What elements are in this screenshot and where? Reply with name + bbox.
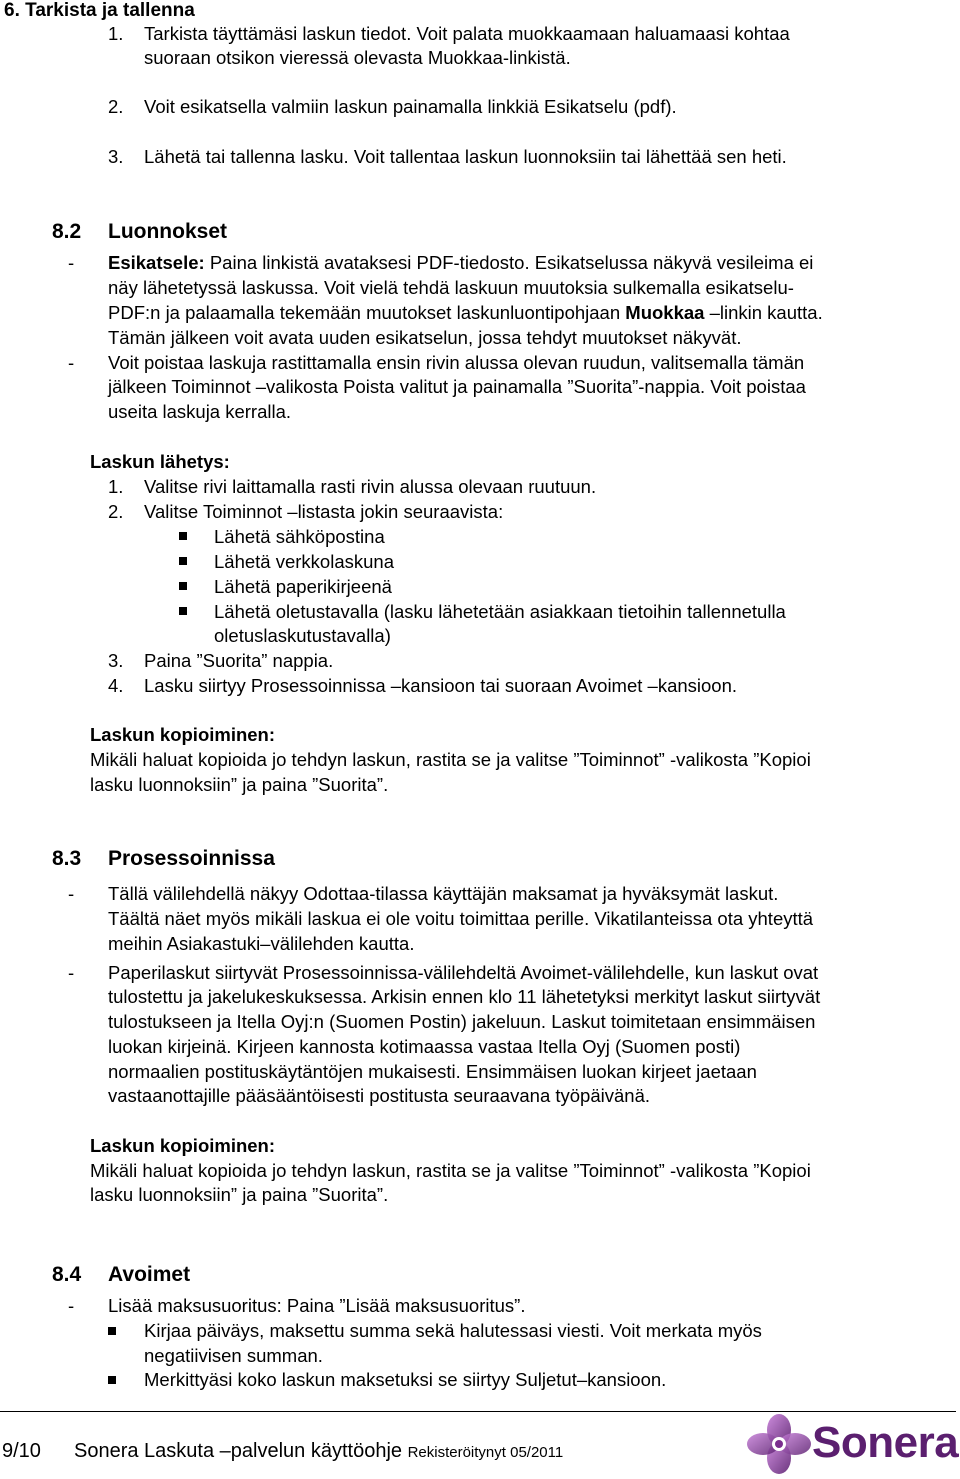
paragraph-line: Tämän jälkeen voit avata uuden esikatselun, jossa tehdyt muutokset näkyvät. — [108, 327, 742, 348]
paragraph-line — [108, 254, 813, 273]
esikatsele-label: Esikatsele: — [108, 252, 205, 273]
paragraph-line: Voit poistaa laskuja rastittamalla ensin rivin alussa olevan ruudun, valitsemalla tämän — [108, 352, 805, 373]
list-item-text: Valitse Toiminnot –listasta jokin seuraavista: — [144, 501, 504, 522]
square-bullet-icon — [179, 607, 187, 615]
paragraph-text: PDF:n ja palaamalla tekemään muutokset laskunluontipohjaan — [108, 302, 621, 323]
document-title — [74, 1441, 563, 1461]
list-number: 3. — [108, 650, 124, 671]
paragraph-text: –linkin kautta. — [704, 302, 823, 323]
bullet-dash: - — [68, 962, 75, 983]
footer-title: Sonera Laskuta –palvelun käyttöohje — [74, 1440, 403, 1462]
section-number: 8.2 — [52, 220, 82, 243]
option-text: Lähetä verkkolaskuna — [214, 551, 394, 572]
list-number: 1. — [108, 23, 124, 44]
paragraph-line: lasku luonnoksiin” ja paina ”Suorita”. — [90, 1184, 389, 1205]
list-number: 2. — [108, 96, 124, 117]
paragraph-line: lasku luonnoksiin” ja paina ”Suorita”. — [90, 774, 389, 795]
list-number: 4. — [108, 675, 124, 696]
paragraph-line: jälkeen Toiminnot –valikosta Poista valitut ja painamalla ”Suorita”-nappia. Voit poistaa — [108, 376, 806, 397]
subheading: Laskun lähetys: — [90, 451, 230, 472]
bullet-dash: - — [68, 252, 75, 273]
paragraph-line: näy lähetetyssä laskussa. Voit vielä tehdä laskuun muutoksia sulkemalla esikatselu- — [108, 277, 794, 298]
section-number: 8.3 — [52, 847, 82, 870]
paragraph-line: Täältä näet myös mikäli laskua ei ole voitu toimittaa perille. Vikatilanteissa ota yhteyttä — [108, 908, 814, 929]
sonera-logo — [744, 1412, 959, 1476]
section-title: Prosessoinnissa — [108, 847, 275, 870]
paragraph-line: Kirjaa päiväys, maksettu summa sekä halutessasi viesti. Voit merkata myös — [144, 1320, 762, 1341]
paragraph-line — [108, 304, 823, 323]
option-text: oletuslaskutustavalla) — [214, 625, 391, 646]
paragraph-line: tulostettu ja jakelukeskuksessa. Arkisin ennen klo 11 lähetetyksi merkityt laskut siirtyvät — [108, 986, 821, 1007]
bullet-dash: - — [68, 1295, 75, 1316]
paragraph-line: luokan kirjeinä. Kirjeen kannosta kotimaassa vastaa Itella Oyj (Suomen posti) — [108, 1036, 741, 1057]
square-bullet-icon — [179, 557, 187, 565]
paragraph-line: useita laskuja kerralla. — [108, 401, 292, 422]
option-text: Lähetä oletustavalla (lasku lähetetään asiakkaan tietoihin tallennetulla — [214, 601, 786, 622]
paragraph-line: meihin Asiakastuki–välilehden kautta. — [108, 933, 415, 954]
subheading: Laskun kopioiminen: — [90, 724, 276, 745]
section-title: Luonnokset — [108, 220, 227, 243]
footer-version: Rekisteröitynyt 05/2011 — [407, 1444, 564, 1461]
paragraph-line: Paperilaskut siirtyvät Prosessoinnissa-välilehdeltä Avoimet-välilehdelle, kun laskut ovat — [108, 962, 819, 983]
muokkaa-label: Muokkaa — [625, 302, 705, 323]
paragraph-line: negatiivisen summan. — [144, 1345, 323, 1366]
list-number: 1. — [108, 476, 124, 497]
list-item-text: suoraan otsikon vieressä olevasta Muokkaa-linkistä. — [144, 47, 571, 68]
list-number: 3. — [108, 146, 124, 167]
section-number: 8.4 — [52, 1263, 82, 1286]
list-item-text: Voit esikatsella valmiin laskun painamalla linkkiä Esikatselu (pdf). — [144, 96, 677, 117]
bullet-dash: - — [68, 883, 75, 904]
list-number: 2. — [108, 501, 124, 522]
square-bullet-icon — [179, 582, 187, 590]
option-text: Lähetä paperikirjeenä — [214, 576, 392, 597]
list-item-text: Paina ”Suorita” nappia. — [144, 650, 334, 671]
square-bullet-icon — [108, 1376, 116, 1384]
paragraph-line: normaalien postituskäytäntöjen mukaisesti. Ensimmäisen luokan kirjeet jaetaan — [108, 1061, 757, 1082]
paragraph-line: vastaanottajille pääsääntöisesti postitusta seuraavana työpäivänä. — [108, 1085, 650, 1106]
page-number: 9/10 — [2, 1440, 41, 1462]
square-bullet-icon — [179, 532, 187, 540]
paragraph-line: Merkittyäsi koko laskun maksetuksi se siirtyy Suljetut–kansioon. — [144, 1369, 667, 1390]
option-text: Lähetä sähköpostina — [214, 526, 385, 547]
section-title: Avoimet — [108, 1263, 191, 1286]
paragraph-line: Mikäli haluat kopioida jo tehdyn laskun, rastita se ja valitse ”Toiminnot” -valikosta ”Kopioi — [90, 749, 811, 770]
subheading: Laskun kopioiminen: — [90, 1135, 276, 1156]
bullet-dash: - — [68, 352, 75, 373]
paragraph-line: tulostukseen ja Itella Oyj:n (Suomen Postin) jakeluun. Laskut toimitetaan ensimmäisen — [108, 1011, 816, 1032]
paragraph-line: Tällä välilehdellä näkyy Odottaa-tilassa käyttäjän maksamat ja hyväksymät laskut. — [108, 883, 779, 904]
list-item-text: Lasku siirtyy Prosessoinnissa –kansioon tai suoraan Avoimet –kansioon. — [144, 675, 738, 696]
section-6-heading: 6. Tarkista ja tallenna — [4, 0, 195, 21]
square-bullet-icon — [108, 1327, 116, 1335]
list-item-text: Lähetä tai tallenna lasku. Voit tallentaa laskun luonnoksiin tai lähettää sen heti. — [144, 146, 787, 167]
list-item-text: Valitse rivi laittamalla rasti rivin alussa olevaan ruutuun. — [144, 476, 597, 497]
paragraph-text: Paina linkistä avataksesi PDF-tiedosto. Esikatselussa näkyvä vesileima ei — [204, 252, 814, 273]
list-item-text: Tarkista täyttämäsi laskun tiedot. Voit palata muokkaamaan haluamaasi kohtaa — [144, 23, 790, 44]
sonera-flower-icon — [744, 1413, 814, 1475]
paragraph-line: Mikäli haluat kopioida jo tehdyn laskun, rastita se ja valitse ”Toiminnot” -valikosta ”Kopioi — [90, 1160, 811, 1181]
sonera-wordmark: Sonera — [812, 1418, 959, 1467]
paragraph-line: Lisää maksusuoritus: Paina ”Lisää maksusuoritus”. — [108, 1295, 526, 1316]
